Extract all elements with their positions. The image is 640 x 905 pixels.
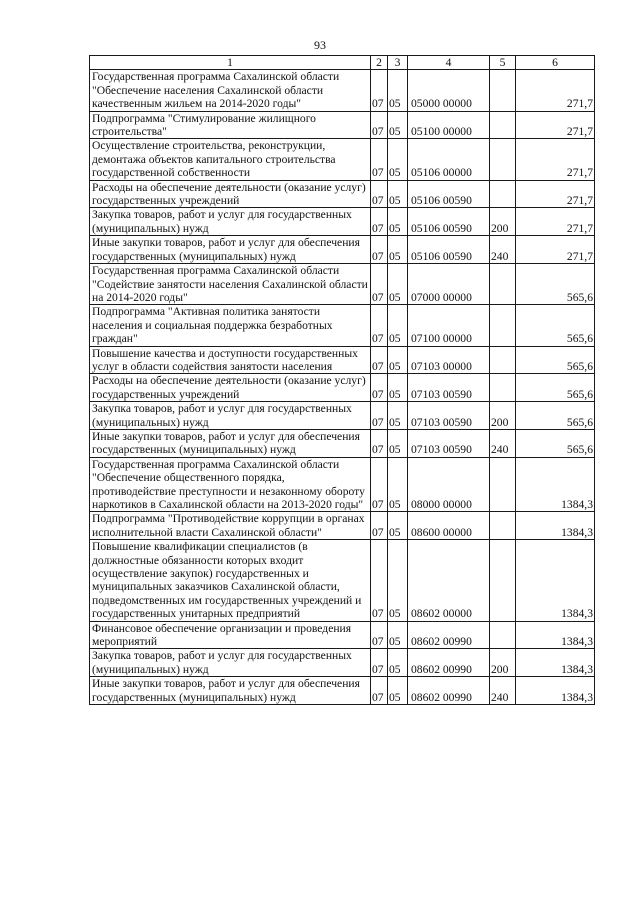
table-row [90, 649, 595, 677]
amount-cell: 271,7 [516, 180, 595, 208]
section-code-cell: 07 [371, 305, 388, 346]
table-row [90, 346, 595, 374]
expense-type-cell [490, 139, 516, 180]
target-article-cell: 07103 00590 [408, 402, 490, 430]
table-row [90, 180, 595, 208]
target-article-cell: 08602 00990 [408, 677, 490, 705]
section-code-cell: 07 [371, 264, 388, 305]
row-name-cell: Расходы на обеспечение деятельности (оказание услуг) государственных учреждений [90, 180, 371, 208]
target-article-cell: 07103 00000 [408, 346, 490, 374]
expense-type-cell [490, 457, 516, 512]
section-code-cell: 07 [371, 402, 388, 430]
subsection-code-cell: 05 [388, 512, 408, 540]
subsection-code-cell: 05 [388, 180, 408, 208]
row-name-cell: Государственная программа Сахалинской области "Обеспечение общественного порядка, противодействие преступности и незаконному обороту наркотиков в Сахалинской области на 2013-2020 годы" [90, 457, 371, 512]
amount-cell: 565,6 [516, 346, 595, 374]
subsection-code-cell: 05 [388, 208, 408, 236]
subsection-code-cell: 05 [388, 236, 408, 264]
target-article-cell: 07100 00000 [408, 305, 490, 346]
table-row [90, 305, 595, 346]
target-article-cell: 05100 00000 [408, 111, 490, 139]
table-row [90, 512, 595, 540]
amount-cell: 1384,3 [516, 649, 595, 677]
subsection-code-cell: 05 [388, 540, 408, 621]
subsection-code-cell: 05 [388, 264, 408, 305]
section-code-cell: 07 [371, 677, 388, 705]
amount-cell: 1384,3 [516, 540, 595, 621]
target-article-cell: 07000 00000 [408, 264, 490, 305]
target-article-cell: 08602 00990 [408, 649, 490, 677]
expense-type-cell [490, 111, 516, 139]
subsection-code-cell: 05 [388, 139, 408, 180]
row-name-cell: Закупка товаров, работ и услуг для государственных (муниципальных) нужд [90, 649, 371, 677]
amount-cell: 271,7 [516, 208, 595, 236]
table-row [90, 374, 595, 402]
expense-type-cell [490, 540, 516, 621]
subsection-code-cell: 05 [388, 346, 408, 374]
header-col-6: 6 [516, 56, 595, 70]
subsection-code-cell: 05 [388, 402, 408, 430]
expense-type-cell: 240 [490, 677, 516, 705]
table-row [90, 264, 595, 305]
amount-cell: 271,7 [516, 70, 595, 111]
section-code-cell: 07 [371, 649, 388, 677]
table-row [90, 429, 595, 457]
row-name-cell: Осуществление строительства, реконструкции, демонтажа объектов капитального строительства государственной собственности [90, 139, 371, 180]
section-code-cell: 07 [371, 540, 388, 621]
row-name-cell: Государственная программа Сахалинской области "Содействие занятости населения Сахалинской области на 2014-2020 годы" [90, 264, 371, 305]
subsection-code-cell: 05 [388, 374, 408, 402]
expense-type-cell: 200 [490, 402, 516, 430]
row-name-cell: Финансовое обеспечение организации и проведения мероприятий [90, 621, 371, 649]
row-name-cell: Повышение квалификации специалистов (в должностные обязанности которых входит осуществление закупок) государственных и муниципальных заказчиков Сахалинской области, подведомственных им государственных учреждений и государственных унитарных предприятий [90, 540, 371, 621]
target-article-cell: 08000 00000 [408, 457, 490, 512]
amount-cell: 565,6 [516, 402, 595, 430]
expense-type-cell: 240 [490, 236, 516, 264]
target-article-cell: 07103 00590 [408, 374, 490, 402]
table-row [90, 540, 595, 621]
amount-cell: 565,6 [516, 305, 595, 346]
expense-type-cell [490, 346, 516, 374]
header-col-5: 5 [490, 56, 516, 70]
expense-type-cell [490, 512, 516, 540]
row-name-cell: Повышение качества и доступности государственных услуг в области содействия занятости населения [90, 346, 371, 374]
row-name-cell: Подпрограмма "Активная политика занятости населения и социальная поддержка безработных граждан" [90, 305, 371, 346]
table-row [90, 208, 595, 236]
section-code-cell: 07 [371, 429, 388, 457]
amount-cell: 1384,3 [516, 457, 595, 512]
target-article-cell: 05106 00590 [408, 180, 490, 208]
subsection-code-cell: 05 [388, 621, 408, 649]
table-row [90, 70, 595, 111]
expense-type-cell: 200 [490, 208, 516, 236]
amount-cell: 1384,3 [516, 677, 595, 705]
row-name-cell: Закупка товаров, работ и услуг для государственных (муниципальных) нужд [90, 208, 371, 236]
header-col-1: 1 [90, 56, 371, 70]
amount-cell: 271,7 [516, 139, 595, 180]
subsection-code-cell: 05 [388, 457, 408, 512]
budget-table [89, 55, 595, 705]
subsection-code-cell: 05 [388, 305, 408, 346]
amount-cell: 1384,3 [516, 512, 595, 540]
target-article-cell: 05106 00000 [408, 139, 490, 180]
expense-type-cell [490, 70, 516, 111]
expense-type-cell: 200 [490, 649, 516, 677]
amount-cell: 565,6 [516, 429, 595, 457]
section-code-cell: 07 [371, 180, 388, 208]
row-name-cell: Иные закупки товаров, работ и услуг для обеспечения государственных (муниципальных) нужд [90, 429, 371, 457]
subsection-code-cell: 05 [388, 649, 408, 677]
subsection-code-cell: 05 [388, 677, 408, 705]
row-name-cell: Иные закупки товаров, работ и услуг для обеспечения государственных (муниципальных) нужд [90, 677, 371, 705]
section-code-cell: 07 [371, 70, 388, 111]
table-row [90, 139, 595, 180]
section-code-cell: 07 [371, 374, 388, 402]
header-col-3: 3 [388, 56, 408, 70]
header-col-2: 2 [371, 56, 388, 70]
header-row [90, 56, 595, 70]
target-article-cell: 08602 00990 [408, 621, 490, 649]
subsection-code-cell: 05 [388, 429, 408, 457]
row-name-cell: Закупка товаров, работ и услуг для государственных (муниципальных) нужд [90, 402, 371, 430]
row-name-cell: Подпрограмма "Стимулирование жилищного строительства" [90, 111, 371, 139]
section-code-cell: 07 [371, 111, 388, 139]
page-number: 93 [314, 38, 326, 52]
target-article-cell: 08602 00000 [408, 540, 490, 621]
table-row [90, 677, 595, 705]
subsection-code-cell: 05 [388, 70, 408, 111]
table-row [90, 111, 595, 139]
row-name-cell: Государственная программа Сахалинской области "Обеспечение населения Сахалинской области качественным жильем на 2014-2020 годы" [90, 70, 371, 111]
header-col-4: 4 [408, 56, 490, 70]
section-code-cell: 07 [371, 236, 388, 264]
expense-type-cell [490, 305, 516, 346]
target-article-cell: 05000 00000 [408, 70, 490, 111]
section-code-cell: 07 [371, 512, 388, 540]
expense-type-cell [490, 621, 516, 649]
amount-cell: 565,6 [516, 374, 595, 402]
section-code-cell: 07 [371, 208, 388, 236]
table-row [90, 621, 595, 649]
row-name-cell: Иные закупки товаров, работ и услуг для обеспечения государственных (муниципальных) нужд [90, 236, 371, 264]
amount-cell: 271,7 [516, 236, 595, 264]
expense-type-cell: 240 [490, 429, 516, 457]
section-code-cell: 07 [371, 346, 388, 374]
target-article-cell: 05106 00590 [408, 236, 490, 264]
target-article-cell: 07103 00590 [408, 429, 490, 457]
table-row [90, 457, 595, 512]
expense-type-cell [490, 374, 516, 402]
amount-cell: 271,7 [516, 111, 595, 139]
amount-cell: 565,6 [516, 264, 595, 305]
row-name-cell: Расходы на обеспечение деятельности (оказание услуг) государственных учреждений [90, 374, 371, 402]
expense-type-cell [490, 264, 516, 305]
table-row [90, 402, 595, 430]
amount-cell: 1384,3 [516, 621, 595, 649]
expense-type-cell [490, 180, 516, 208]
section-code-cell: 07 [371, 621, 388, 649]
subsection-code-cell: 05 [388, 111, 408, 139]
row-name-cell: Подпрограмма "Противодействие коррупции в органах исполнительной власти Сахалинской области" [90, 512, 371, 540]
table-row [90, 236, 595, 264]
target-article-cell: 05106 00590 [408, 208, 490, 236]
target-article-cell: 08600 00000 [408, 512, 490, 540]
section-code-cell: 07 [371, 139, 388, 180]
section-code-cell: 07 [371, 457, 388, 512]
